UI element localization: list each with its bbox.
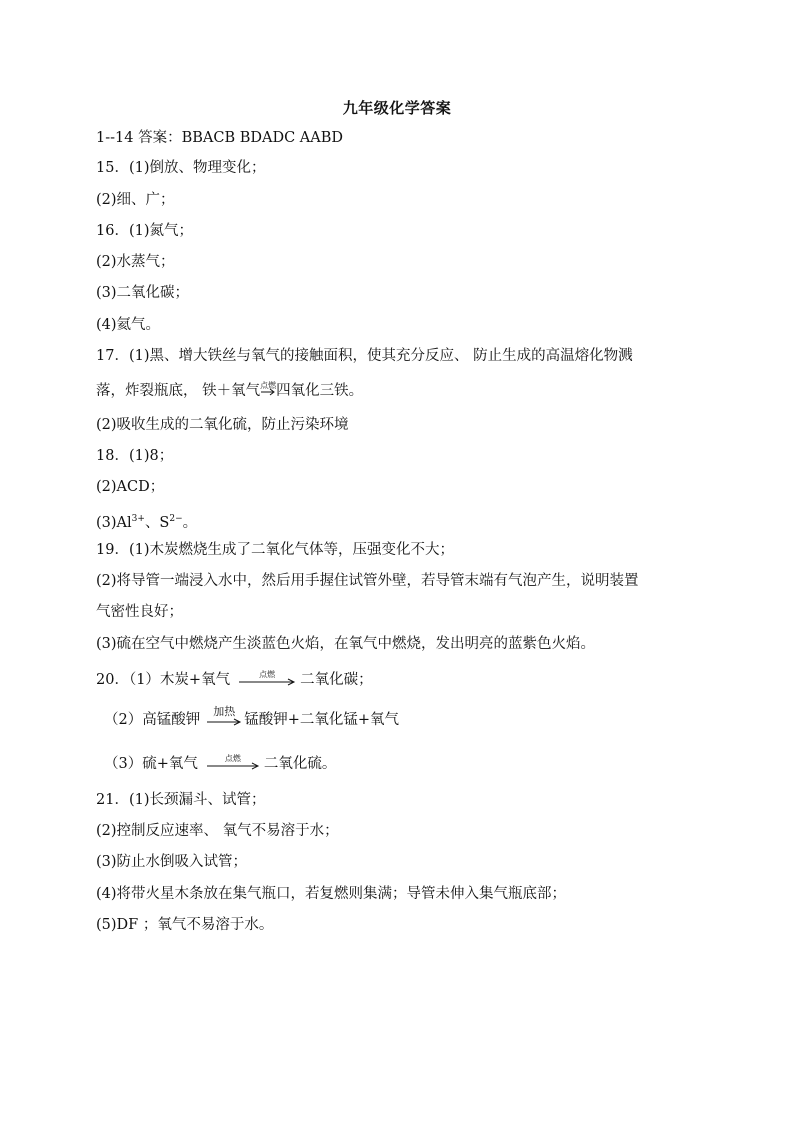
answer-line-20-1 [96,671,373,689]
answer-line-1-14: 1--14 答案：BBACB BDADC AABD [96,130,344,146]
reaction-arrow [260,381,277,397]
reaction-condition: 加热 [213,705,236,718]
answer-line-19-1: 19．(1)木炭燃烧生成了二氧化气体等，压强变化不大； [96,542,454,558]
ion-s: 、S [144,515,170,531]
ion-al-charge: 3+ [131,514,145,524]
answer-line-21-5: (5)DF ；氧气不易溶于水。 [96,917,274,933]
page-title: 九年级化学答案 [342,99,452,117]
equation-products: 锰酸钾+二氧化锰+氧气 [244,712,400,728]
answer-line-21-2: (2)控制反应速率、 氧气不易溶于水； [96,823,339,839]
answer-line-16-2: (2)水蒸气； [96,254,175,270]
answer-line-20-3 [104,755,336,773]
equation-reactants: （2）高锰酸钾 [104,712,201,728]
ion-end: 。 [182,515,198,531]
reaction-arrow [238,670,296,686]
ion-s-charge: 2− [169,514,183,524]
answer-line-16-1: 16．(1)氮气； [96,223,193,239]
answer-line-17-2: (2)吸收生成的二氧化硫，防止污染环境 [96,417,349,433]
equation-products: 二氧化碳； [300,672,373,688]
answer-line-21-4: (4)将带火星木条放在集气瓶口，若复燃则集满；导管未伸入集气瓶底部； [96,886,567,902]
answer-line-17-1-cont [96,382,363,400]
answer-text: 落，炸裂瓶底， [96,383,198,399]
answer-line-19-3: (3)硫在空气中燃烧产生淡蓝色火焰，在氧气中燃烧，发出明亮的蓝紫色火焰。 [96,636,596,652]
equation-products: 二氧化硫。 [263,756,337,772]
ion-al: (3)Al [96,515,132,531]
reaction-arrow [206,705,242,726]
equation-reactants: （3）硫+氧气 [104,756,198,772]
equation-reactants: 铁＋氧气 [202,383,261,399]
answer-line-15-1: 15．(1)倒放、物理变化； [96,160,266,176]
reaction-condition: 点燃 [260,381,277,390]
answer-line-21-1: 21．(1)长颈漏斗、试管； [96,792,266,808]
reaction-condition: 点燃 [259,670,276,679]
answer-line-20-2 [104,705,400,729]
answer-line-17-1: 17．(1)黑、增大铁丝与氧气的接触面积，使其充分反应、 防止生成的高温熔化物溅 [96,348,633,364]
answer-line-16-3: (3)二氧化碳； [96,285,190,301]
reaction-arrow [206,754,260,770]
answer-line-21-3: (3)防止水倒吸入试管； [96,854,248,870]
answer-line-19-2: (2)将导管一端浸入水中，然后用手握住试管外壁，若导管末端有气泡产生，说明装置 [96,573,639,589]
equation-products: 四氧化三铁。 [276,383,364,399]
answer-line-16-4: (4)氦气。 [96,317,161,333]
answer-line-18-1: 18．(1)8； [96,448,174,464]
answer-line-18-3 [96,510,197,532]
answer-line-15-2: (2)细、广； [96,192,175,208]
answer-line-18-2: (2)ACD； [96,479,165,495]
equation-reactants: 20．（1）木炭+氧气 [96,672,231,688]
answer-line-19-2-cont: 气密性良好； [96,604,183,620]
reaction-condition: 点燃 [224,754,241,763]
